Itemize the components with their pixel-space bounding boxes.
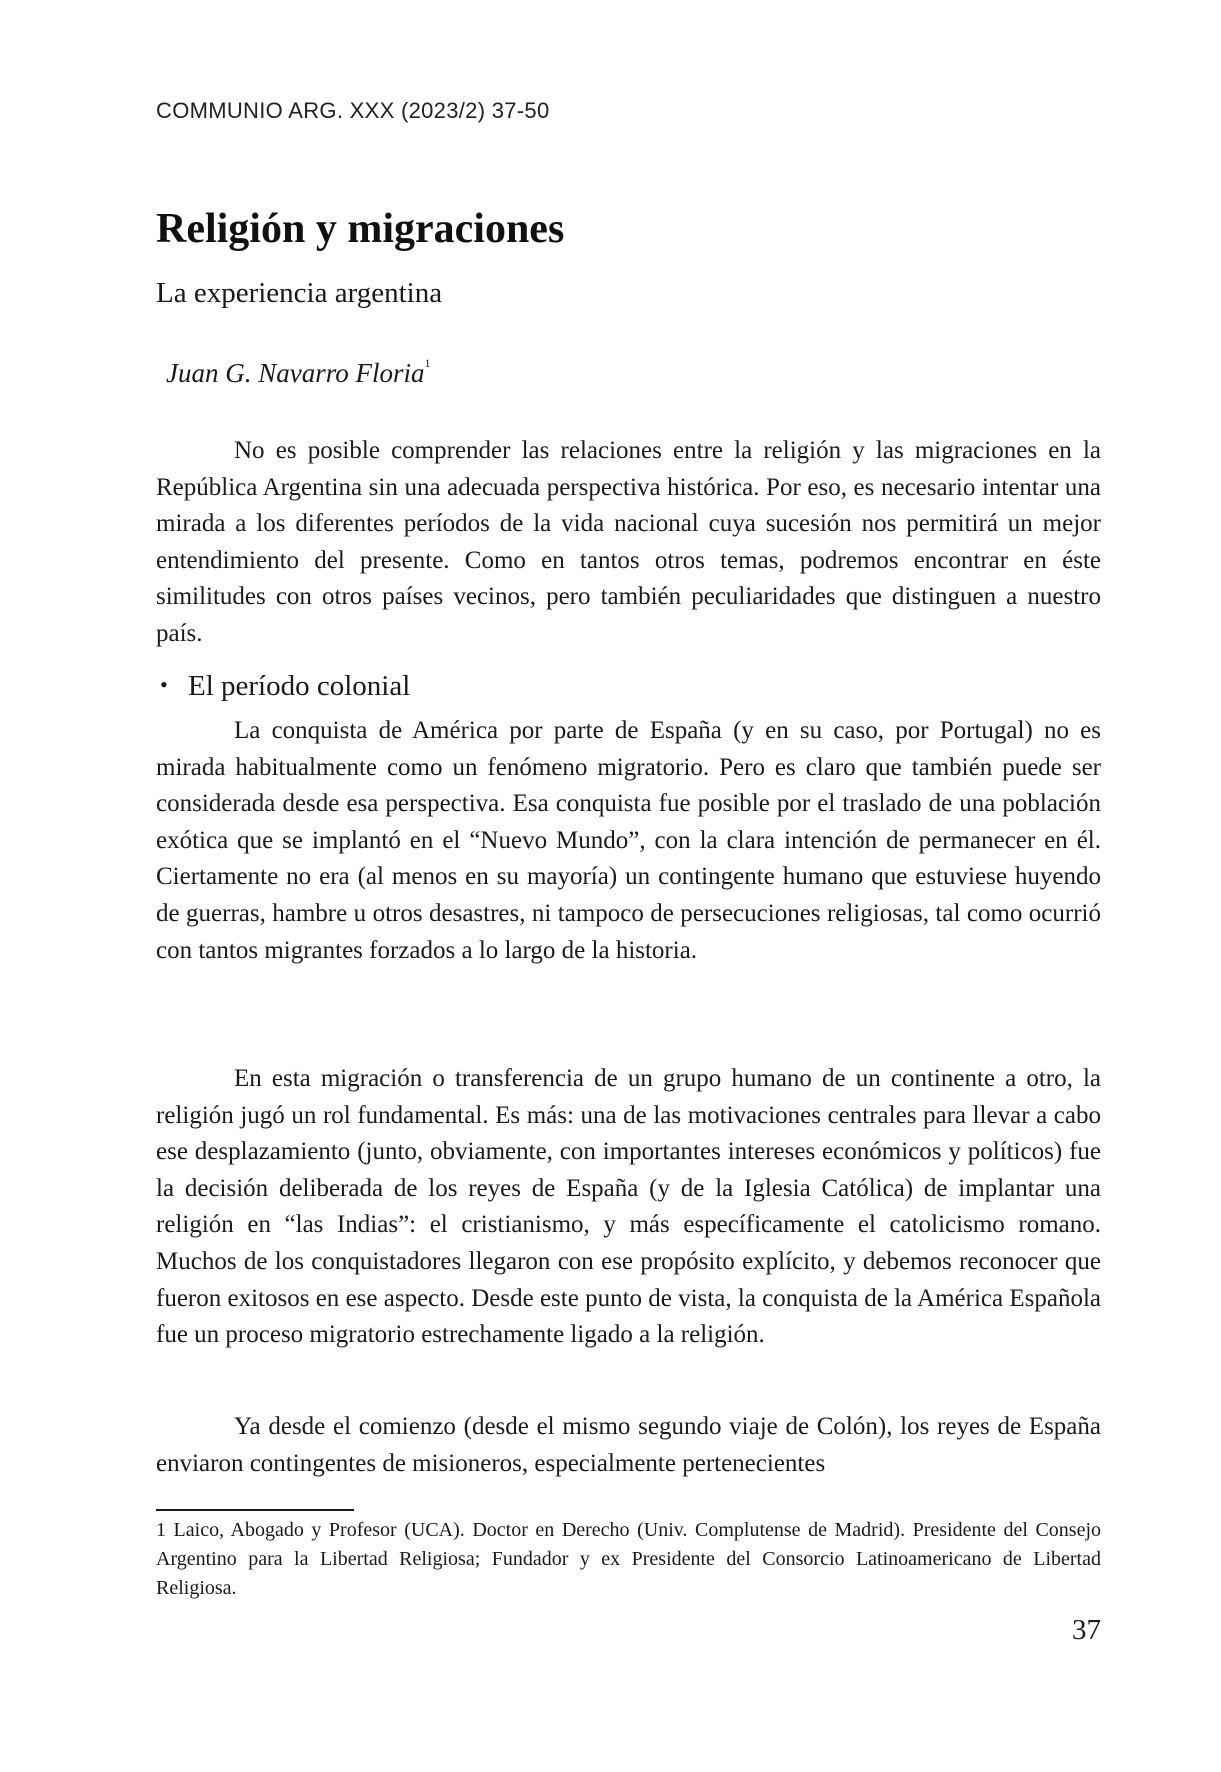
body-paragraph: Ya desde el comienzo (desde el mismo segundo viaje de Colón), los reyes de España enviaron contingentes de misioneros, especialmente pertenecientes bbox=[156, 1413, 1101, 1477]
body-paragraph: En esta migración o transferencia de un grupo humano de un continente a otro, la religión jugó un rol fundamental. Es más: una de las motivaciones centrales para llevar a cabo ese desplazamiento (junto, obviamente, con importantes intereses económicos y políticos) fue la decisión deliberada de los reyes de España (y de la Iglesia Católica) de implantar una religión en “las Indias”: el cristianismo, y más específicamente el catolicismo romano. Muchos de los conquistadores llegaron con ese propósito explícito, y debemos reconocer que fueron exitosos en ese aspecto. Desde este punto de vista, la conquista de la América Española fue un proceso migratorio estrechamente ligado a la religión. bbox=[156, 1065, 1101, 1349]
article-title: Religión y migraciones bbox=[156, 206, 565, 252]
footnote: 1 Laico, Abogado y Profesor (UCA). Doctor en Derecho (Univ. Complutense de Madrid). Presidente del Consejo Argentino para la Libertad Religiosa; Fundador y ex Presidente del Consorcio Latinoamericano de Libertad Religiosa. bbox=[156, 1519, 1101, 1599]
section-heading-text: El período colonial bbox=[188, 670, 411, 702]
page-number: 37 bbox=[1072, 1614, 1101, 1646]
body-paragraph: No es posible comprender las relaciones entre la religión y las migraciones en la República Argentina sin una adecuada perspectiva histórica. Por eso, es necesario intentar una mirada a los diferentes períodos de la vida nacional cuya sucesión nos permitirá un mejor entendimiento del presente. Como en tantos otros temas, podremos encontrar en éste similitudes con otros países vecinos, pero también peculiaridades que distinguen a nuestro país. bbox=[156, 437, 1101, 647]
author-name: Juan G. Navarro Floria bbox=[166, 358, 425, 388]
article-subtitle: La experiencia argentina bbox=[156, 277, 443, 309]
bullet-icon: • bbox=[160, 672, 168, 697]
running-head: COMMUNIO ARG. XXX (2023/2) 37-50 bbox=[156, 98, 550, 123]
footnote-reference: 1 bbox=[424, 356, 431, 370]
author-line bbox=[166, 358, 431, 389]
footnote-divider bbox=[156, 1509, 354, 1511]
body-paragraph: La conquista de América por parte de España (y en su caso, por Portugal) no es mirada habitualmente como un fenómeno migratorio. Pero es claro que también puede ser considerada desde esa perspectiva. Esa conquista fue posible por el traslado de una población exótica que se implantó en el “Nuevo Mundo”, con la clara intención de permanecer en él. Ciertamente no era (al menos en su mayoría) un contingente humano que estuviese huyendo de guerras, hambre u otros desastres, ni tampoco de persecuciones religiosas, tal como ocurrió con tantos migrantes forzados a lo largo de la historia. bbox=[156, 717, 1101, 964]
section-heading bbox=[160, 670, 410, 703]
